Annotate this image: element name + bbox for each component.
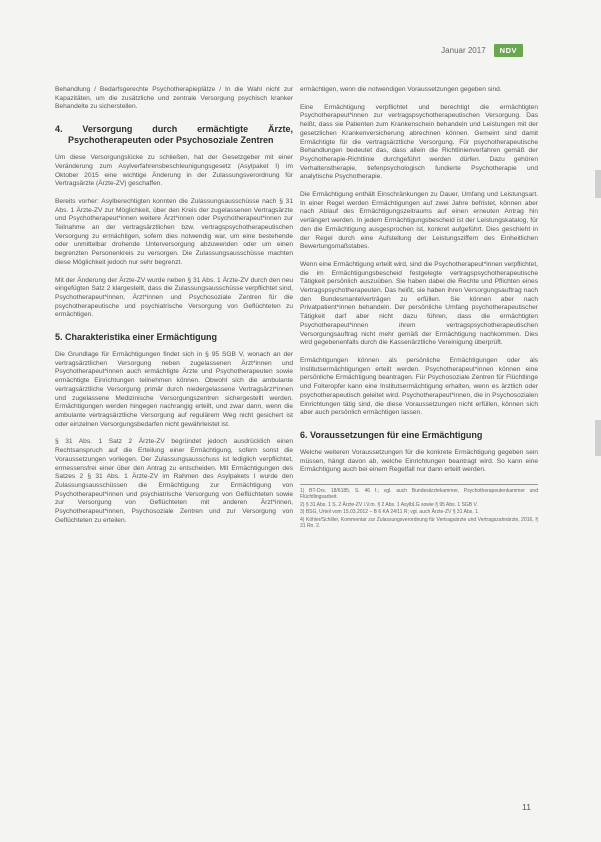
page-number: 11 — [522, 802, 531, 812]
paragraph: Bereits vorher: Asylberechtigten konnten die Zulassungsausschüsse nach § 31 Abs. 1 Ärzte-ZV zur Möglichkeit, über den Kreis der zugelassenen Vertragsärzte und Psychotherapeut*innen weitere Ärzt*innen oder Psychotherapeut*innen zur Teilnahme an der vertragsärztlichen bzw. vertragspsychotherapeutischen Versorgung zu ermächtigen, sofern dies notwendig war, um eine bestehende oder unmittelbar drohende Unterversorgung abzuwenden oder um einen begrenzten Personenkreis zu versorgen. Die Zulassungsausschüsse machten diese Möglichkeit jedoch nur sehr begrenzt. — [55, 197, 293, 266]
paragraph: Die Grundlage für Ermächtigungen findet sich in § 95 SGB V, wonach an der vertragsärztlichen Versorgung neben zugelassenen Ärzt*innen und Psychotherapeut*innen auch ermächtigte Ärzte und Psychotherapeuten sowie ermächtigte Einrichtungen teilnehmen können. Obwohl sich die ambulante vertragsärztliche Versorgung primär durch niedergelassene Vertragsärzt*innen und zugelassene Medizinische Versorgungszentren sichergestellt werden. Ermächtigungen werden hingegen nachrangig erteilt, und zwar dann, wenn die ambulante vertragsärztliche Versorgung auf regulärem Weg nicht gesichert ist oder einzelnen Versorgungsbedarfen nicht gewährleistet ist. — [55, 351, 293, 428]
paragraph: § 31 Abs. 1 Satz 2 Ärzte-ZV begründet jedoch ausdrücklich einen Rechtsanspruch auf die Erteilung einer Ermächtigung, sofern sonst die Voraussetzungen vorliegen. Der Zulassungsausschuss ist lediglich verpflichtet, ermessensfrei einer über den Antrag zu entscheiden. Mit Ermächtigungen des Satzes 2 § 31 Abs. 1 Ärzte-ZV im Rahmen des Asylpakets I wurde den Zulassungsausschüssen die Ermächtigung zur Ermächtigung von Psychotherapeut*innen und psychiatrische Versorgung von Geflüchteten sowie zur Versorgung von Geflüchteten mit anderen Ärzt*innen, Psychotherapeut*innen, Psychosoziale Zentren und zur Versorgung von Geflüchteten zu erteilen. — [55, 438, 293, 524]
paragraph: Wenn eine Ermächtigung erteilt wird, sind die Psychotherapeut*innen verpflichtet, die im Ermächtigungsbescheid festgelegte vertragspsychotherapeutische Tätigkeit persönlich auszuüben. Sie haben dabei die Rechte und Pflichten eines Vertragspsychotherapeuten. Das heißt, sie haben ihren Versorgungsauftrag nach den Bundesmantelverträgen zu erfüllen. Sie können aber nach Privatpatient*innen behandeln. Der persönliche Umfang psychotherapeutischer Tätigkeit darf aber nicht dazu führen, dass die ermächtigten Psychotherapeut*innen ihrem vertragspsychotherapeutischen Versorgungsauftrag nicht mehr gemäß der Ermächtigung nachkommen. Dies wird gegebenenfalls durch die Kassenärztliche Vereinigung überprüft. — [300, 260, 538, 347]
section-heading-5: 5. Charakteristika einer Ermächtigung — [55, 332, 218, 343]
issue-date: Januar 2017 — [441, 46, 486, 55]
paragraph: Um diese Versorgungslücke zu schließen, hat der Gesetzgeber mit einer Veränderung zum Asylverfahrensbeschleunigungsgesetz (Asylpaket I) im Oktober 2015 eine wichtige Änderung in der Zulassungsverordnung für Vertragsärzte (Ärzte-ZV) geschaffen. — [55, 154, 293, 188]
footnotes — [300, 484, 538, 529]
page-edge-mark — [595, 170, 601, 198]
footnote: 4) Köhler/Schiller, Kommentar zur Zulassungsverordnung für Vertragsärzte und Vertragszahnärzte, 2016, § 31 Rn. 2. — [300, 516, 538, 530]
footnote: 3) BSG, Urteil vom 15.03.2012 – B 6 KA 24/11 R; vgl. auch Ärzte-ZV § 31 Abs. 1. — [300, 509, 480, 516]
footnote: 1) BT-Drs. 18/6185, S. 46 f.; vgl. auch Bundesärztekammer, Psychotherapeutenkammer und Flüchtlingsarbeit. — [300, 488, 538, 501]
paragraph: ermächtigen, wenn die notwendigen Voraussetzungen gegeben sind. — [300, 86, 502, 93]
paragraph: Die Ermächtigung enthält Einschränkungen zu Dauer, Umfang und Leistungsart. In einer Regel werden Ermächtigungen auf zwei Jahre befristet, können aber nach Ablauf des Ermächtigungszeitraums auf einen erneuten Antrag hin verlängert werden. In jedem Ermächtigungsbescheid ist der Leistungskatalog, für den die Ermächtigung ausgesprochen ist, konkret aufgeführt. Dies geschieht in der Regel durch eine Aufstellung der Leistungsziffern des Einheitlichen Bewertungsmaßstabes. — [300, 191, 538, 251]
paragraph: Mit der Änderung der Ärzte-ZV wurde neben § 31 Abs. 1 Ärzte-ZV durch den neu eingefügten Satz 2 klargestellt, dass die Zulassungsausschüsse verpflichtet sind, Psychotherapeut*innen, Ärzt*innen und Psychosoziale Zentren für die psychotherapeutische und psychiatrische Versorgung von Geflüchteten zu ermächtigen. — [55, 276, 293, 319]
paragraph: Welche weiteren Voraussetzungen für die konkrete Ermächtigung gegeben sein müssen, hängt davon ab, welche Einrichtungen beantragt wird. So kann eine Ermächtigung auch bei einem Regelfall nur dann erteilt werden. — [300, 448, 538, 474]
section-heading-6: 6. Voraussetzungen für eine Ermächtigung — [300, 429, 483, 440]
page-edge-mark — [595, 420, 601, 456]
paragraph: Eine Ermächtigung verpflichtet und berechtigt die ermächtigten Psychotherapeut*innen zur vertragspsychotherapeutischen Versorgung. Das heißt, dass sie Patienten zum Krankenschein behandeln und Leistungen mit der gesetzlichen Krankenversicherung abrechnen können. Gemeint sind damit Ermächtigte für die vertragsärztliche Versorgung. Für psychotherapeutische Behandlungen bedeutet das, dass allein die Richtlinienverfahren gemäß der Psychotherapie-Richtlinie durchgeführt werden dürfen. Dazu gehören Verhaltenstherapie, tiefenpsychologisch fundierte Psychotherapie und analytische Psychotherapie. — [300, 103, 538, 181]
footnote: 2) § 31 Abs. 1 S. 2 Ärzte-ZV i.V.m. § 2 Abs. 1 AsylbLG sowie § 95 Abs. 1 SGB V. — [300, 501, 478, 508]
right-column — [300, 86, 538, 530]
paragraph: Behandlung / Bedarfsgerechte Psychotherapieplätze / In die Wahl nicht zur Kapazitäten, um die zusätzliche und zentrale Versorgung psychisch kranker Behandelte zu sicherstellen. — [55, 86, 293, 111]
paragraph: Ermächtigungen können als persönliche Ermächtigungen oder als Institutsermächtigungen erteilt werden. Psychotherapeut*innen können eine persönliche Ermächtigung beantragen. Für Psychosoziale Zentren für Flüchtlinge und Folteropfer kann eine Institutsermächtigung erhalten, wenn es ärztlich oder psychotherapeutisch geleitet wird. Psychotherapeut*innen, die in Psychosozialen Einrichtungen tätig sind, die diese Voraussetzungen nicht erfüllen, können sich aber auch persönlich ermächtigen lassen. — [300, 356, 538, 417]
left-column — [55, 86, 293, 534]
journal-badge: NDV — [494, 44, 523, 57]
section-heading-4: 4. Versorgung durch ermächtigte Ärzte, Psychotherapeuten oder Psychosoziale Zentren — [55, 124, 293, 146]
page-header — [441, 44, 523, 57]
